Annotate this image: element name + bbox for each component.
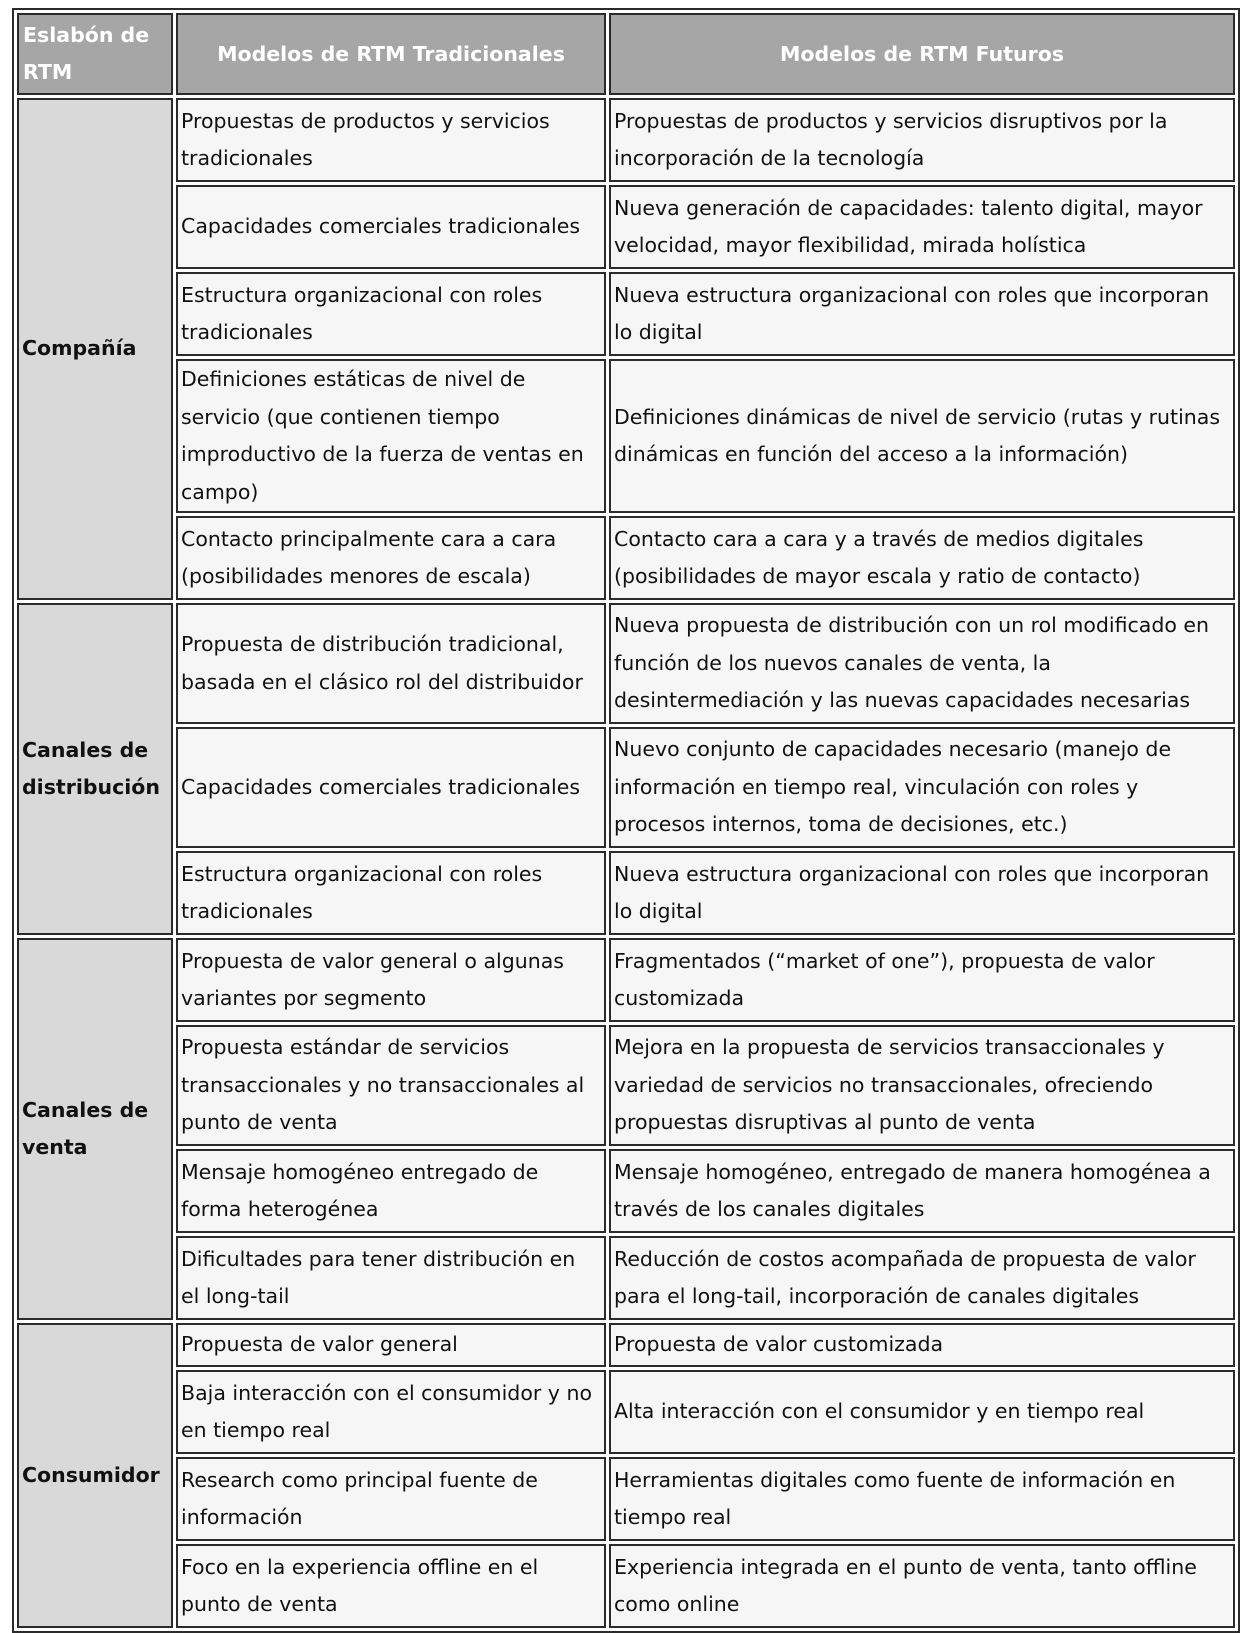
- rtm-comparison-table: [12, 8, 1240, 1633]
- traditional-cell: Propuesta de distribución tradicional, basada en el clásico rol del distribuidor: [176, 603, 606, 724]
- traditional-cell: Dificultades para tener distribución en el long-tail: [176, 1236, 606, 1320]
- group-label-compania: Compañía: [17, 98, 173, 600]
- future-cell: Herramientas digitales como fuente de información en tiempo real: [609, 1457, 1235, 1541]
- future-cell: Nueva estructura organizacional con roles que incorporan lo digital: [609, 851, 1235, 935]
- table-row: [17, 1236, 1235, 1320]
- traditional-cell: Capacidades comerciales tradicionales: [176, 727, 606, 848]
- table-row: [17, 1457, 1235, 1541]
- future-cell: Nuevo conjunto de capacidades necesario (manejo de información en tiempo real, vinculación con roles y procesos internos, toma de decisiones, etc.): [609, 727, 1235, 848]
- traditional-cell: Propuesta estándar de servicios transaccionales y no transaccionales al punto de venta: [176, 1025, 606, 1146]
- table-row: [17, 851, 1235, 935]
- group-label-consumidor: Consumidor: [17, 1323, 173, 1628]
- table-row: [17, 603, 1235, 724]
- table-row: [17, 1025, 1235, 1146]
- traditional-cell: Capacidades comerciales tradicionales: [176, 185, 606, 269]
- traditional-cell: Foco en la experiencia offline en el punto de venta: [176, 1544, 606, 1628]
- header-traditional: Modelos de RTM Tradicionales: [176, 13, 606, 95]
- future-cell: Nueva generación de capacidades: talento digital, mayor velocidad, mayor flexibilidad, mirada holística: [609, 185, 1235, 269]
- table-row: [17, 516, 1235, 600]
- traditional-cell: Estructura organizacional con roles tradicionales: [176, 851, 606, 935]
- future-cell: Definiciones dinámicas de nivel de servicio (rutas y rutinas dinámicas en función del acceso a la información): [609, 359, 1235, 513]
- header-row: [17, 13, 1235, 95]
- table-row: [17, 1149, 1235, 1233]
- group-label-canales-venta: Canales de venta: [17, 938, 173, 1320]
- table-row: [17, 272, 1235, 356]
- rtm-comparison-table-wrapper: [12, 8, 1240, 1633]
- future-cell: Mensaje homogéneo, entregado de manera homogénea a través de los canales digitales: [609, 1149, 1235, 1233]
- future-cell: Fragmentados (“market of one”), propuesta de valor customizada: [609, 938, 1235, 1022]
- future-cell: Nueva propuesta de distribución con un rol modificado en función de los nuevos canales de venta, la desintermediación y las nuevas capacidades necesarias: [609, 603, 1235, 724]
- traditional-cell: Propuesta de valor general o algunas variantes por segmento: [176, 938, 606, 1022]
- future-cell: Experiencia integrada en el punto de venta, tanto offline como online: [609, 1544, 1235, 1628]
- future-cell: Propuestas de productos y servicios disruptivos por la incorporación de la tecnología: [609, 98, 1235, 182]
- traditional-cell: Contacto principalmente cara a cara (posibilidades menores de escala): [176, 516, 606, 600]
- header-future: Modelos de RTM Futuros: [609, 13, 1235, 95]
- table-row: [17, 98, 1235, 182]
- traditional-cell: Propuesta de valor general: [176, 1323, 606, 1367]
- table-row: [17, 1370, 1235, 1454]
- future-cell: Nueva estructura organizacional con roles que incorporan lo digital: [609, 272, 1235, 356]
- future-cell: Contacto cara a cara y a través de medios digitales (posibilidades de mayor escala y ratio de contacto): [609, 516, 1235, 600]
- future-cell: Reducción de costos acompañada de propuesta de valor para el long-tail, incorporación de canales digitales: [609, 1236, 1235, 1320]
- traditional-cell: Definiciones estáticas de nivel de servicio (que contienen tiempo improductivo de la fuerza de ventas en campo): [176, 359, 606, 513]
- table-row: [17, 359, 1235, 513]
- table-row: [17, 1323, 1235, 1367]
- table-row: [17, 938, 1235, 1022]
- table-row: [17, 185, 1235, 269]
- table-row: [17, 1544, 1235, 1628]
- traditional-cell: Mensaje homogéneo entregado de forma heterogénea: [176, 1149, 606, 1233]
- future-cell: Alta interacción con el consumidor y en tiempo real: [609, 1370, 1235, 1454]
- traditional-cell: Propuestas de productos y servicios tradicionales: [176, 98, 606, 182]
- traditional-cell: Research como principal fuente de información: [176, 1457, 606, 1541]
- group-label-canales-distribucion: Canales de distribución: [17, 603, 173, 935]
- future-cell: Mejora en la propuesta de servicios transaccionales y variedad de servicios no transaccionales, ofreciendo propuestas disruptivas al punto de venta: [609, 1025, 1235, 1146]
- future-cell: Propuesta de valor customizada: [609, 1323, 1235, 1367]
- header-eslabon: Eslabón de RTM: [17, 13, 173, 95]
- traditional-cell: Baja interacción con el consumidor y no en tiempo real: [176, 1370, 606, 1454]
- traditional-cell: Estructura organizacional con roles tradicionales: [176, 272, 606, 356]
- table-row: [17, 727, 1235, 848]
